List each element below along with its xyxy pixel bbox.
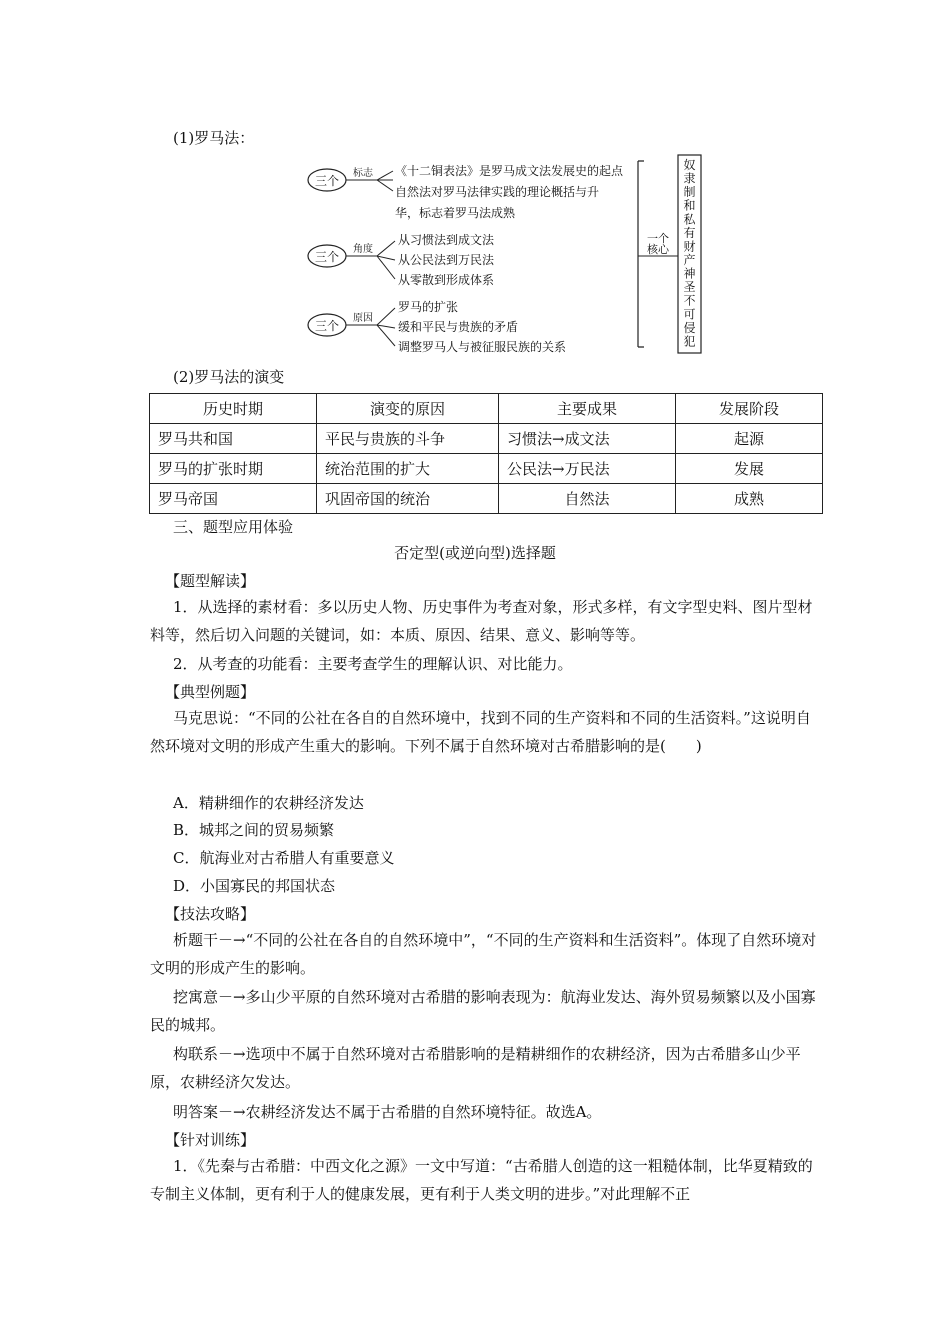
tip-connect: 构联系－→选项中不属于自然环境对古希腊影响的是精耕细作的农耕经济，因为古希腊多山少平原，农耕经济欠发达。 <box>150 1045 801 1091</box>
example-question: 马克思说：“不同的公社在各自的自然环境中，找到不同的生产资料和不同的生活资料。”这说明自然环境对文明的形成产生重大的影响。下列不属于自然环境对古希腊影响的是( ) <box>150 709 811 755</box>
branch-line: 从公民法到万民法 <box>398 253 495 267</box>
core-label-bottom: 核心 <box>647 243 669 256</box>
core-char: 犯 <box>683 334 696 349</box>
core-text-vertical <box>683 158 696 348</box>
header-cell: 主要成果 <box>499 394 676 424</box>
branch-line: 从零散到形成体系 <box>398 273 495 287</box>
tip-dig-meaning: 挖寓意－→多山少平原的自然环境对古希腊的影响表现为：航海业发达、海外贸易频繁以及小国寡民的城邦。 <box>150 988 816 1034</box>
header-cell: 演变的原因 <box>317 394 499 424</box>
core-char: 私 <box>683 212 696 227</box>
core-char: 神 <box>683 266 696 281</box>
core-char: 圣 <box>683 280 696 295</box>
count-label: 三个 <box>314 250 340 264</box>
branch-tag: 标志 <box>353 168 373 179</box>
part-heading: 三、题型应用体验 <box>173 518 294 536</box>
branch-line: 华，标志着罗马法成熟 <box>395 206 516 220</box>
branch-tag: 角度 <box>353 244 373 255</box>
table-header-row <box>150 394 823 424</box>
cell-result: 公民法→万民法 <box>499 454 676 484</box>
cell-result: 习惯法→成文法 <box>499 424 676 454</box>
core-label-top: 一个 <box>647 232 669 245</box>
table-row <box>150 484 823 514</box>
core-char: 不 <box>683 293 696 308</box>
cell-period: 罗马共和国 <box>150 424 317 454</box>
option-b: B．城邦之间的贸易频繁 <box>173 821 335 839</box>
branch-line: 缓和平民与贵族的矛盾 <box>398 320 519 334</box>
branch-line: 罗马的扩张 <box>398 300 459 314</box>
core-char: 和 <box>683 198 696 213</box>
branch-line: 调整罗马人与被征服民族的关系 <box>398 340 567 354</box>
example-title: 【典型例题】 <box>165 683 256 701</box>
cell-cause: 巩固帝国的统治 <box>317 484 499 514</box>
count-label: 三个 <box>314 319 340 333</box>
branch-tag: 原因 <box>353 313 373 324</box>
branch-line: 自然法对罗马法律实践的理论概括与升 <box>395 185 600 199</box>
core-char: 有 <box>683 225 696 240</box>
training-title: 【针对训练】 <box>165 1131 256 1149</box>
core-char: 财 <box>683 239 696 254</box>
section-evolution-label: (2)罗马法的演变 <box>173 368 285 386</box>
core-char: 奴 <box>683 158 696 172</box>
option-d: D．小国寡民的邦国状态 <box>173 877 336 895</box>
tips-title: 【技法攻略】 <box>165 905 256 923</box>
core-char: 可 <box>683 307 696 322</box>
core-char: 隶 <box>683 171 696 186</box>
analysis-paragraph-2: 2．从考查的功能看：主要考查学生的理解认识、对比能力。 <box>173 655 573 673</box>
cell-stage: 起源 <box>676 424 823 454</box>
table-row <box>150 424 823 454</box>
cell-stage: 成熟 <box>676 484 823 514</box>
core-char: 侵 <box>683 320 696 335</box>
count-label: 三个 <box>314 174 340 188</box>
core-char: 产 <box>683 253 696 267</box>
cell-cause: 统治范围的扩大 <box>317 454 499 484</box>
branch-line: 《十二铜表法》是罗马成文法发展史的起点 <box>395 164 624 178</box>
cell-period: 罗马帝国 <box>150 484 317 514</box>
table-row <box>150 454 823 484</box>
question-type-subtitle: 否定型(或逆向型)选择题 <box>394 544 556 562</box>
branch-line: 从习惯法到成文法 <box>398 233 495 247</box>
option-c: C．航海业对古希腊人有重要意义 <box>173 849 395 867</box>
cell-cause: 平民与贵族的斗争 <box>317 424 499 454</box>
option-a: A．精耕细作的农耕经济发达 <box>173 794 364 812</box>
cell-period: 罗马的扩张时期 <box>150 454 317 484</box>
branch-cause <box>308 299 566 354</box>
branch-angle <box>308 232 495 287</box>
analysis-title: 【题型解读】 <box>165 572 256 590</box>
right-bracket <box>638 161 644 347</box>
header-cell: 发展阶段 <box>676 394 823 424</box>
roman-law-evolution-table <box>149 393 823 514</box>
tip-answer: 明答案－→农耕经济发达不属于古希腊的自然环境特征。故选A。 <box>173 1103 602 1121</box>
core-char: 制 <box>683 185 696 200</box>
cell-stage: 发展 <box>676 454 823 484</box>
section-roman-law-label: (1)罗马法： <box>173 129 255 147</box>
header-cell: 历史时期 <box>150 394 317 424</box>
tip-analyze-stem: 析题干－→“不同的公社在各自的自然环境中”，“不同的生产资料和生活资料”。体现了自然环境对文明的形成产生的影响。 <box>150 931 817 977</box>
branch-sign <box>308 163 624 220</box>
training-question-1: 1．《先秦与古希腊：中西文化之源》一文中写道：“古希腊人创造的这一粗糙体制，比华夏精致的专制主义体制，更有利于人的健康发展，更有利于人类文明的进步。”对此理解不正 <box>150 1157 813 1203</box>
cell-result: 自然法 <box>499 484 676 514</box>
roman-law-concept-diagram <box>305 153 705 355</box>
analysis-paragraph-1: 1．从选择的素材看：多以历史人物、历史事件为考查对象，形式多样，有文字型史料、图片型材料等，然后切入问题的关键词，如：本质、原因、结果、意义、影响等等。 <box>150 598 813 644</box>
